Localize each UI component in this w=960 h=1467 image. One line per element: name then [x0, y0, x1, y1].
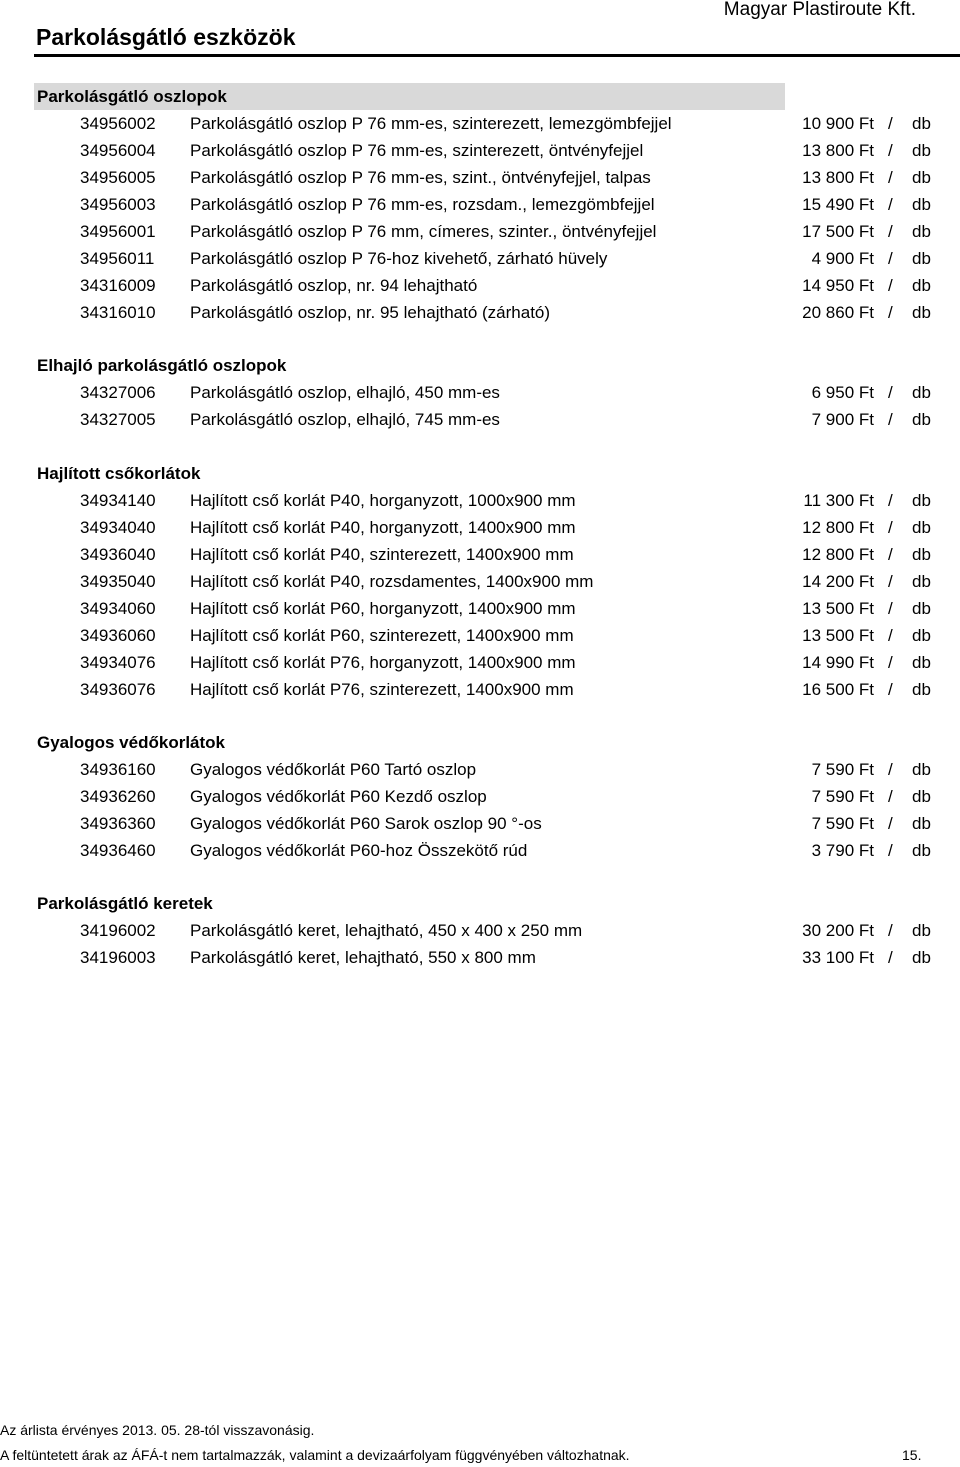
item-code: 34935040 [80, 572, 156, 591]
item-unit: db [912, 222, 931, 241]
item-code: 34956001 [80, 222, 156, 241]
item-description: Parkolásgátló oszlop P 76 mm-es, szint., öntvényfejjel, talpas [190, 168, 651, 187]
item-description: Gyalogos védőkorlát P60 Kezdő oszlop [190, 787, 487, 806]
item-unit: db [912, 572, 931, 591]
item-price: 10 900 Ft [802, 114, 874, 133]
item-description: Parkolásgátló oszlop P 76 mm-es, szinterezett, öntvényfejjel [190, 141, 644, 160]
item-unit: db [912, 653, 931, 672]
item-description: Hajlított cső korlát P40, horganyzott, 1000x900 mm [190, 491, 576, 510]
price-separator: / [888, 168, 893, 187]
item-price: 7 590 Ft [811, 787, 874, 806]
item-price: 15 490 Ft [802, 195, 874, 214]
table-row [0, 676, 960, 703]
item-description: Parkolásgátló oszlop P 76 mm, címeres, szinter., öntvényfejjel [190, 222, 657, 241]
footer-note: A feltüntetett árak az ÁFÁ-t nem tartalmazzák, valamint a devizaárfolyam függvényében változhatnak. [0, 1447, 630, 1463]
item-price: 17 500 Ft [802, 222, 874, 241]
item-description: Hajlított cső korlát P40, horganyzott, 1400x900 mm [190, 518, 576, 537]
item-price: 20 860 Ft [802, 303, 874, 322]
table-row [0, 218, 960, 245]
item-code: 34934040 [80, 518, 156, 537]
table-row [0, 595, 960, 622]
item-unit: db [912, 841, 931, 860]
table-row [0, 810, 960, 837]
price-separator: / [888, 948, 893, 967]
table-row [0, 406, 960, 433]
item-unit: db [912, 114, 931, 133]
section-heading: Parkolásgátló keretek [37, 894, 213, 913]
item-price: 11 300 Ft [803, 491, 874, 510]
item-description: Parkolásgátló oszlop, nr. 95 lehajtható (zárható) [190, 303, 551, 322]
item-unit: db [912, 787, 931, 806]
item-price: 33 100 Ft [802, 948, 874, 967]
table-row [0, 783, 960, 810]
item-code: 34327005 [80, 410, 156, 429]
section-heading: Elhajló parkolásgátló oszlopok [37, 356, 287, 375]
footer-validity: Az árlista érvényes 2013. 05. 28-tól visszavonásig. [0, 1422, 315, 1438]
item-price: 14 200 Ft [802, 572, 874, 591]
item-price: 30 200 Ft [802, 921, 874, 940]
item-unit: db [912, 948, 931, 967]
price-separator: / [888, 921, 893, 940]
item-code: 34956003 [80, 195, 156, 214]
price-separator: / [888, 141, 893, 160]
table-row [0, 622, 960, 649]
item-description: Hajlított cső korlát P60, szinterezett, 1400x900 mm [190, 626, 574, 645]
item-code: 34196002 [80, 921, 156, 940]
item-unit: db [912, 680, 931, 699]
section-heading: Hajlított csőkorlátok [37, 464, 201, 483]
item-description: Gyalogos védőkorlát P60-hoz Összekötő rúd [190, 841, 528, 860]
item-unit: db [912, 141, 931, 160]
table-row [0, 191, 960, 218]
item-code: 34936076 [80, 680, 156, 699]
item-code: 34196003 [80, 948, 156, 967]
price-separator: / [888, 491, 893, 510]
price-separator: / [888, 195, 893, 214]
price-separator: / [888, 303, 893, 322]
table-row [0, 917, 960, 944]
item-unit: db [912, 921, 931, 940]
item-code: 34327006 [80, 383, 156, 402]
item-unit: db [912, 410, 931, 429]
price-separator: / [888, 599, 893, 618]
section-heading: Parkolásgátló oszlopok [34, 83, 785, 110]
table-row [0, 245, 960, 272]
price-separator: / [888, 841, 893, 860]
item-price: 7 590 Ft [811, 814, 874, 833]
table-row [0, 541, 960, 568]
item-unit: db [912, 545, 931, 564]
item-description: Gyalogos védőkorlát P60 Sarok oszlop 90 °-os [190, 814, 542, 833]
item-price: 14 990 Ft [802, 653, 874, 672]
item-description: Parkolásgátló oszlop P 76 mm-es, szinterezett, lemezgömbfejjel [190, 114, 672, 133]
table-row [0, 110, 960, 137]
table-row [0, 568, 960, 595]
price-separator: / [888, 760, 893, 779]
item-description: Hajlított cső korlát P40, rozsdamentes, 1400x900 mm [190, 572, 594, 591]
item-unit: db [912, 491, 931, 510]
item-code: 34936260 [80, 787, 156, 806]
item-description: Hajlított cső korlát P76, horganyzott, 1400x900 mm [190, 653, 576, 672]
item-price: 13 800 Ft [802, 168, 874, 187]
price-separator: / [888, 410, 893, 429]
table-row [0, 164, 960, 191]
item-code: 34956002 [80, 114, 156, 133]
table-row [0, 756, 960, 783]
item-price: 6 950 Ft [811, 383, 874, 402]
price-separator: / [888, 383, 893, 402]
table-row [0, 272, 960, 299]
item-description: Parkolásgátló oszlop, elhajló, 745 mm-es [190, 410, 500, 429]
item-price: 7 590 Ft [811, 760, 874, 779]
item-unit: db [912, 626, 931, 645]
item-code: 34936040 [80, 545, 156, 564]
item-unit: db [912, 249, 931, 268]
item-code: 34956011 [80, 249, 155, 268]
price-separator: / [888, 680, 893, 699]
item-description: Parkolásgátló oszlop, nr. 94 lehajtható [190, 276, 478, 295]
table-row [0, 299, 960, 326]
item-description: Parkolásgátló oszlop, elhajló, 450 mm-es [190, 383, 500, 402]
item-unit: db [912, 760, 931, 779]
price-separator: / [888, 222, 893, 241]
item-price: 13 500 Ft [802, 626, 874, 645]
page-title: Parkolásgátló eszközök [36, 24, 296, 50]
item-code: 34936160 [80, 760, 156, 779]
item-code: 34934060 [80, 599, 156, 618]
item-unit: db [912, 599, 931, 618]
page-number: 15. [902, 1447, 922, 1463]
item-price: 13 800 Ft [802, 141, 874, 160]
price-separator: / [888, 572, 893, 591]
price-separator: / [888, 653, 893, 672]
item-code: 34936360 [80, 814, 156, 833]
item-unit: db [912, 276, 931, 295]
item-unit: db [912, 168, 931, 187]
item-description: Hajlított cső korlát P40, szinterezett, 1400x900 mm [190, 545, 574, 564]
item-description: Parkolásgátló keret, lehajtható, 550 x 800 mm [190, 948, 536, 967]
item-price: 12 800 Ft [802, 545, 874, 564]
item-unit: db [912, 383, 931, 402]
price-separator: / [888, 518, 893, 537]
title-rule [34, 54, 960, 57]
item-description: Parkolásgátló oszlop P 76 mm-es, rozsdam., lemezgömbfejjel [190, 195, 655, 214]
table-row [0, 514, 960, 541]
item-price: 7 900 Ft [811, 410, 874, 429]
item-price: 16 500 Ft [802, 680, 874, 699]
item-unit: db [912, 518, 931, 537]
price-separator: / [888, 276, 893, 295]
price-separator: / [888, 249, 893, 268]
item-price: 14 950 Ft [802, 276, 874, 295]
price-separator: / [888, 787, 893, 806]
table-row [0, 137, 960, 164]
table-row [0, 837, 960, 864]
item-code: 34936460 [80, 841, 156, 860]
item-price: 13 500 Ft [802, 599, 874, 618]
item-unit: db [912, 814, 931, 833]
item-price: 12 800 Ft [802, 518, 874, 537]
item-description: Parkolásgátló oszlop P 76-hoz kivehető, zárható hüvely [190, 249, 608, 268]
section-heading: Gyalogos védőkorlátok [37, 733, 225, 752]
item-code: 34956004 [80, 141, 156, 160]
item-code: 34316010 [80, 303, 156, 322]
item-price: 3 790 Ft [811, 841, 874, 860]
table-row [0, 649, 960, 676]
table-row [0, 944, 960, 971]
item-description: Hajlított cső korlát P60, horganyzott, 1400x900 mm [190, 599, 576, 618]
item-description: Gyalogos védőkorlát P60 Tartó oszlop [190, 760, 477, 779]
item-description: Parkolásgátló keret, lehajtható, 450 x 400 x 250 mm [190, 921, 583, 940]
item-description: Hajlított cső korlát P76, szinterezett, 1400x900 mm [190, 680, 574, 699]
table-row [0, 379, 960, 406]
item-code: 34316009 [80, 276, 156, 295]
item-unit: db [912, 303, 931, 322]
item-unit: db [912, 195, 931, 214]
item-code: 34956005 [80, 168, 156, 187]
price-separator: / [888, 545, 893, 564]
company-name: Magyar Plastiroute Kft. [723, 0, 916, 20]
table-row [0, 487, 960, 514]
item-code: 34934140 [80, 491, 156, 510]
price-separator: / [888, 626, 893, 645]
price-separator: / [888, 814, 893, 833]
price-separator: / [888, 114, 893, 133]
item-price: 4 900 Ft [811, 249, 874, 268]
item-code: 34934076 [80, 653, 156, 672]
item-code: 34936060 [80, 626, 156, 645]
